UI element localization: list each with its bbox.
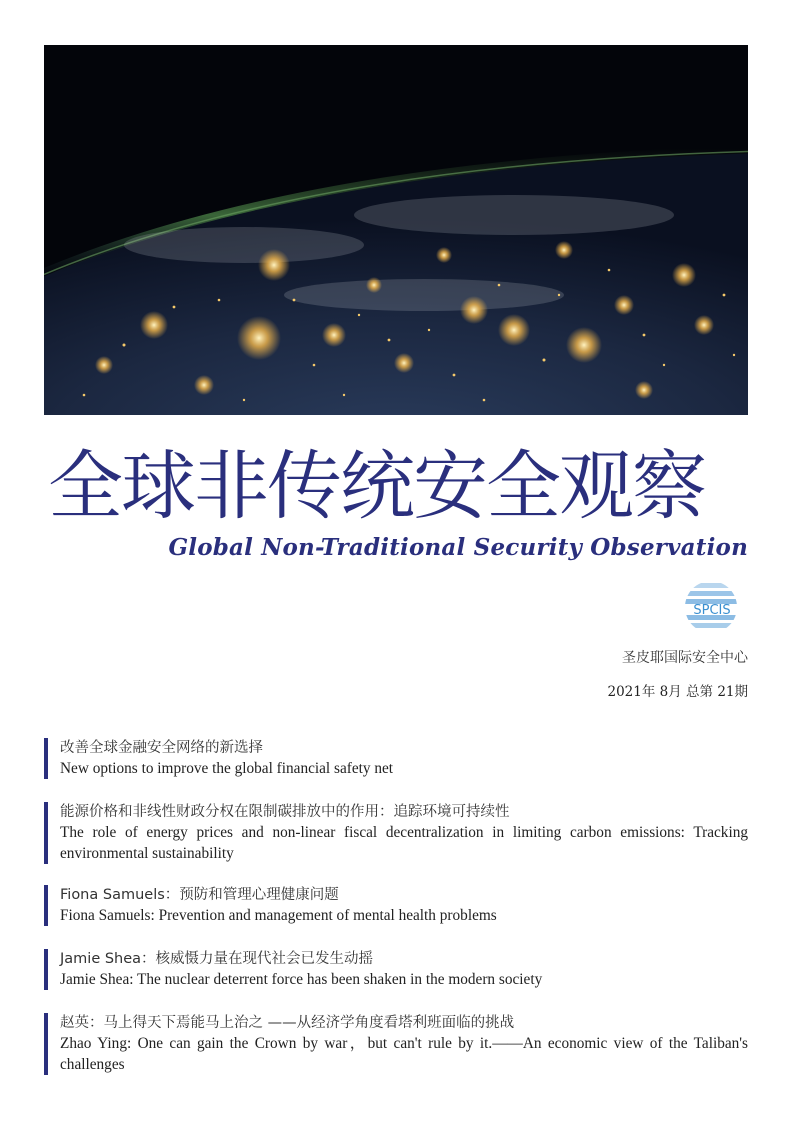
- issue-info: 2021年 8月 总第 21期: [607, 684, 748, 700]
- article-title-en: Zhao Ying: One can gain the Crown by war，but can't rule by it.——An economic view of the Taliban's challenges: [60, 1035, 748, 1073]
- logo-text: SPCIS: [693, 603, 731, 618]
- accent-bar: [44, 885, 48, 926]
- article-item[interactable]: [44, 802, 748, 864]
- accent-bar: [44, 802, 48, 864]
- spcis-logo: [683, 579, 739, 635]
- article-title-cn: 赵英：马上得天下焉能马上治之 ——从经济学角度看塔利班面临的挑战: [60, 1015, 515, 1031]
- article-title-en: Jamie Shea: The nuclear deterrent force has been shaken in the modern society: [60, 971, 543, 988]
- cover-image: [44, 45, 748, 415]
- accent-bar: [44, 949, 48, 990]
- article-title-en: The role of energy prices and non-linear fiscal decentralization in limiting carbon emissions: Tracking environmental sustainability: [60, 824, 748, 862]
- accent-bar: [44, 1013, 48, 1075]
- title-chinese: 全球非传统安全观察: [48, 442, 706, 530]
- article-title-cn: 改善全球金融安全网络的新选择: [60, 740, 263, 756]
- article-title-cn: Jamie Shea：核威慑力量在现代社会已发生动摇: [60, 951, 374, 967]
- article-title-cn: 能源价格和非线性财政分权在限制碳排放中的作用：追踪环境可持续性: [60, 804, 510, 820]
- article-item[interactable]: [44, 949, 748, 990]
- article-item[interactable]: [44, 885, 748, 926]
- earth-at-night-image: [44, 45, 748, 415]
- accent-bar: [44, 738, 48, 779]
- article-item[interactable]: [44, 738, 748, 779]
- article-list: [44, 738, 748, 1098]
- organization-name: 圣皮耶国际安全中心: [622, 650, 748, 666]
- article-title-en: Fiona Samuels: Prevention and management of mental health problems: [60, 907, 497, 924]
- article-item[interactable]: [44, 1013, 748, 1075]
- article-title-cn: Fiona Samuels：预防和管理心理健康问题: [60, 887, 339, 903]
- title-english: Global Non-Traditional Security Observation: [168, 534, 748, 561]
- article-title-en: New options to improve the global financial safety net: [60, 760, 394, 777]
